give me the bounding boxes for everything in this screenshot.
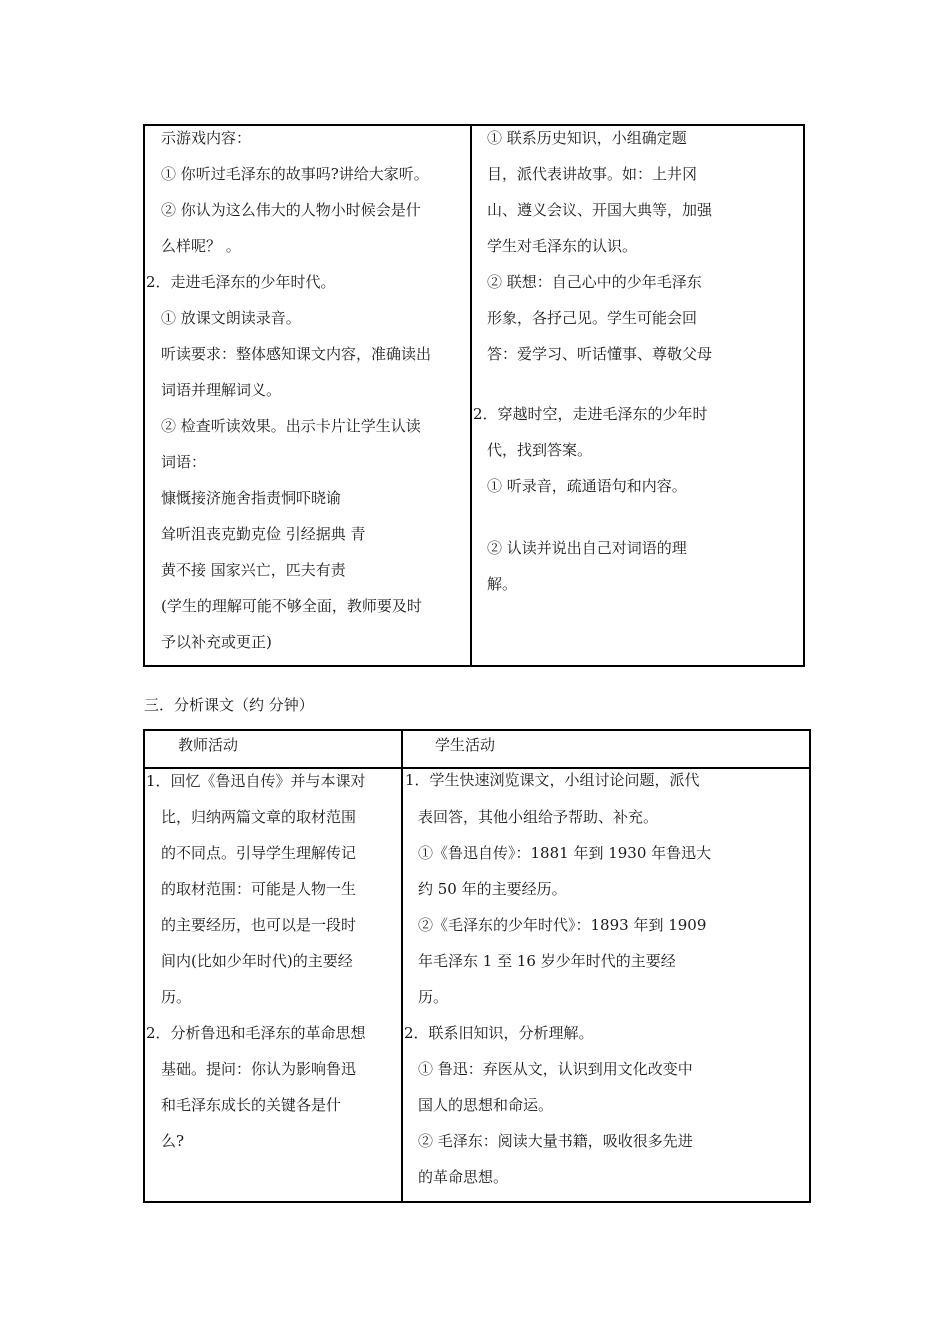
text-line: 耸听沮丧克勤克俭 引经据典 青	[161, 525, 366, 543]
text-line: 慷慨接济施舍指责恫吓晓谕	[161, 489, 342, 507]
text-line: 2．联系旧知识，分析理解。	[404, 1024, 594, 1042]
text-line: ② 毛泽东：阅读大量书籍，吸收很多先进	[418, 1132, 693, 1150]
text-line: ② 检查听读效果。出示卡片让学生认读	[161, 417, 421, 435]
text-line: 词语并理解词义。	[161, 381, 282, 399]
text-line: 答：爱学习、听话懂事、尊敬父母	[487, 345, 713, 363]
text-line: ② 联想：自己心中的少年毛泽东	[487, 273, 702, 291]
text-line: 基础。提问：你认为影响鲁迅	[161, 1060, 357, 1078]
table-2-header-student: 学生活动	[435, 736, 496, 754]
text-line: 的主要经历，也可以是一段时	[161, 916, 357, 934]
text-line: 形象，各抒己见。学生可能会回	[487, 309, 698, 327]
text-line: ② 你认为这么伟大的人物小时候会是什	[161, 201, 421, 219]
table-2-header-divider	[143, 767, 811, 769]
section-3-heading: 三．分析课文（约 分钟）	[144, 696, 314, 714]
text-line: 黄不接 国家兴亡，匹夫有责	[161, 561, 346, 579]
text-line: 2．分析鲁迅和毛泽东的革命思想	[146, 1024, 366, 1042]
text-line: 1．回忆《鲁迅自传》并与本课对	[146, 772, 366, 790]
text-line: ① 你听过毛泽东的故事吗?讲给大家听。	[161, 165, 429, 183]
text-line: ① 联系历史知识，小组确定题	[487, 129, 687, 147]
text-line: 予以补充或更正)	[161, 633, 272, 651]
text-line: 约 50 年的主要经历。	[418, 880, 567, 898]
text-line: 目，派代表讲故事。如：上井冈	[487, 165, 698, 183]
text-line: 山、遵义会议、开国大典等，加强	[487, 201, 713, 219]
text-line: 么?	[161, 1132, 185, 1150]
text-line: 历。	[418, 988, 449, 1006]
text-line: ① 鲁迅：弃医从文，认识到用文化改变中	[418, 1060, 693, 1078]
table-1-column-divider	[470, 124, 472, 667]
text-line: 2．穿越时空，走进毛泽东的少年时	[473, 405, 708, 423]
text-line: ②《毛泽东的少年时代》：1893 年到 1909	[418, 916, 707, 934]
text-line: ① 听录音，疏通语句和内容。	[487, 477, 687, 495]
text-line: 间内(比如少年时代)的主要经	[161, 952, 353, 970]
text-line: 1．学生快速浏览课文，小组讨论问题，派代	[405, 771, 700, 789]
text-line: 词语：	[161, 453, 207, 471]
text-line: 历。	[161, 988, 192, 1006]
text-line: ①《鲁迅自传》：1881 年到 1930 年鲁迅大	[418, 844, 712, 862]
text-line: 的取材范围：可能是人物一生	[161, 880, 357, 898]
text-line: 么样呢？ 。	[161, 237, 241, 255]
text-line: 和毛泽东成长的关键各是什	[161, 1096, 342, 1114]
text-line: 2．走进毛泽东的少年时代。	[146, 273, 336, 291]
table-2-header-teacher: 教师活动	[178, 736, 239, 754]
text-line: 解。	[487, 575, 518, 593]
text-line: 的革命思想。	[418, 1168, 509, 1186]
text-line: ① 放课文朗读录音。	[161, 309, 301, 327]
text-line: 年毛泽东 1 至 16 岁少年时代的主要经	[418, 952, 676, 970]
text-line: 示游戏内容：	[161, 129, 252, 147]
text-line: 表回答，其他小组给予帮助、补充。	[418, 808, 659, 826]
table-2-column-divider	[401, 729, 403, 1203]
text-line: 比，归纳两篇文章的取材范围	[161, 808, 357, 826]
text-line: 听读要求：整体感知课文内容，准确读出	[161, 345, 432, 363]
text-line: 国人的思想和命运。	[418, 1096, 554, 1114]
text-line: (学生的理解可能不够全面，教师要及时	[161, 597, 422, 615]
text-line: 学生对毛泽东的认识。	[487, 237, 638, 255]
text-line: 的不同点。引导学生理解传记	[161, 844, 357, 862]
text-line: 代，找到答案。	[487, 441, 593, 459]
text-line: ② 认读并说出自己对词语的理	[487, 539, 687, 557]
